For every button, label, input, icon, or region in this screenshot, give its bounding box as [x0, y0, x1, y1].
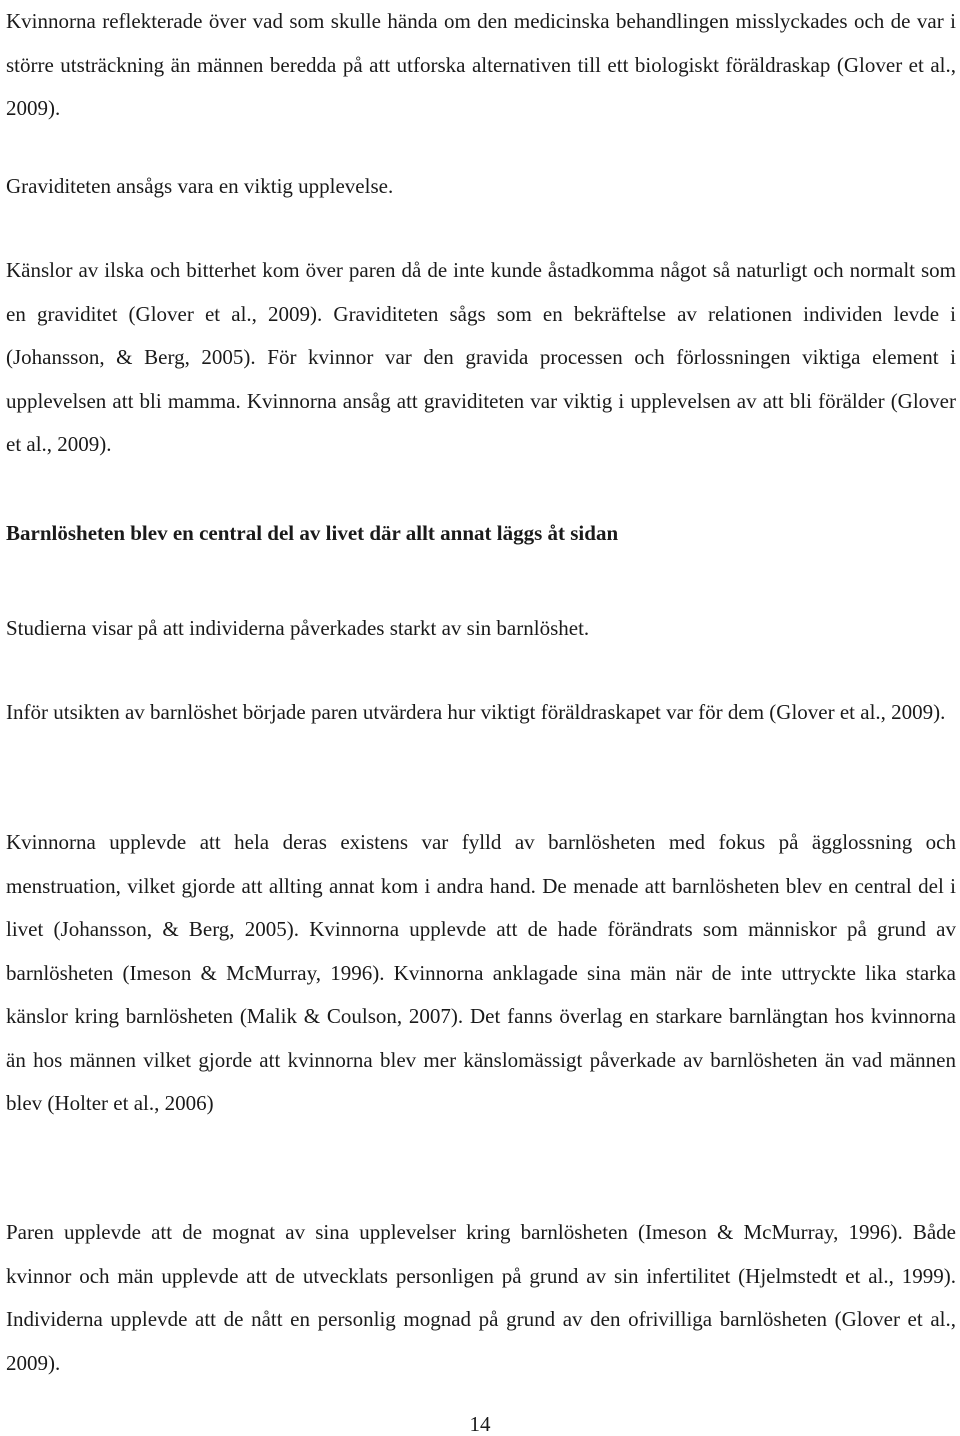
page-number: 14 — [469, 1412, 491, 1436]
paragraph-1: Kvinnorna reflekterade över vad som skulle hända om den medicinska behandlingen misslyckades och de var i större utsträckning än männen beredda på att utforska alternativen till ett biologiskt föräldraskap (Glover et al., 2009). — [6, 9, 956, 120]
section-heading: Barnlösheten blev en central del av livet där allt annat läggs åt sidan — [6, 521, 619, 545]
paragraph-3: Känslor av ilska och bitterhet kom över paren då de inte kunde åstadkomma något så naturligt och normalt som en graviditet (Glover et al., 2009). Graviditeten sågs som en bekräftelse av relationen individen levde i (Johansson, & Berg, 2005). För kvinnor var den gravida processen och förlossningen viktiga element i upplevelsen att bli mamma. Kvinnorna ansåg att graviditeten var viktig i upplevelsen av att bli förälder (Glover et al., 2009). — [6, 258, 956, 456]
paragraph-5: Inför utsikten av barnlöshet började paren utvärdera hur viktigt föräldraskapet var för dem (Glover et al., 2009). — [6, 700, 946, 724]
paragraph-6: Kvinnorna upplevde att hela deras existens var fylld av barnlösheten med fokus på ägglossning och menstruation, vilket gjorde att allting annat kom i andra hand. De menade att barnlösheten blev en central del i livet (Johansson, & Berg, 2005). Kvinnorna upplevde att de hade förändrats som människor på grund av barnlösheten (Imeson & McMurray, 1996). Kvinnorna anklagade sina män när de inte uttryckte lika starka känslor kring barnlösheten (Malik & Coulson, 2007). Det fanns överlag en starkare barnlängtan hos kvinnorna än hos männen vilket gjorde att kvinnorna blev mer känslomässigt påverkade av barnlösheten än vad männen blev (Holter et al., 2006) — [6, 830, 956, 1115]
paragraph-2: Graviditeten ansågs vara en viktig upplevelse. — [6, 174, 394, 198]
paragraph-4: Studierna visar på att individerna påverkades starkt av sin barnlöshet. — [6, 616, 590, 640]
paragraph-7: Paren upplevde att de mognat av sina upplevelser kring barnlösheten (Imeson & McMurray, 1996). Både kvinnor och män upplevde att de utvecklats personligen på grund av sin infertilitet (Hjelmstedt et al., 1999). Individerna upplevde att de nått en personlig mognad på grund av den ofrivilliga barnlösheten (Glover et al., 2009). — [6, 1220, 956, 1375]
